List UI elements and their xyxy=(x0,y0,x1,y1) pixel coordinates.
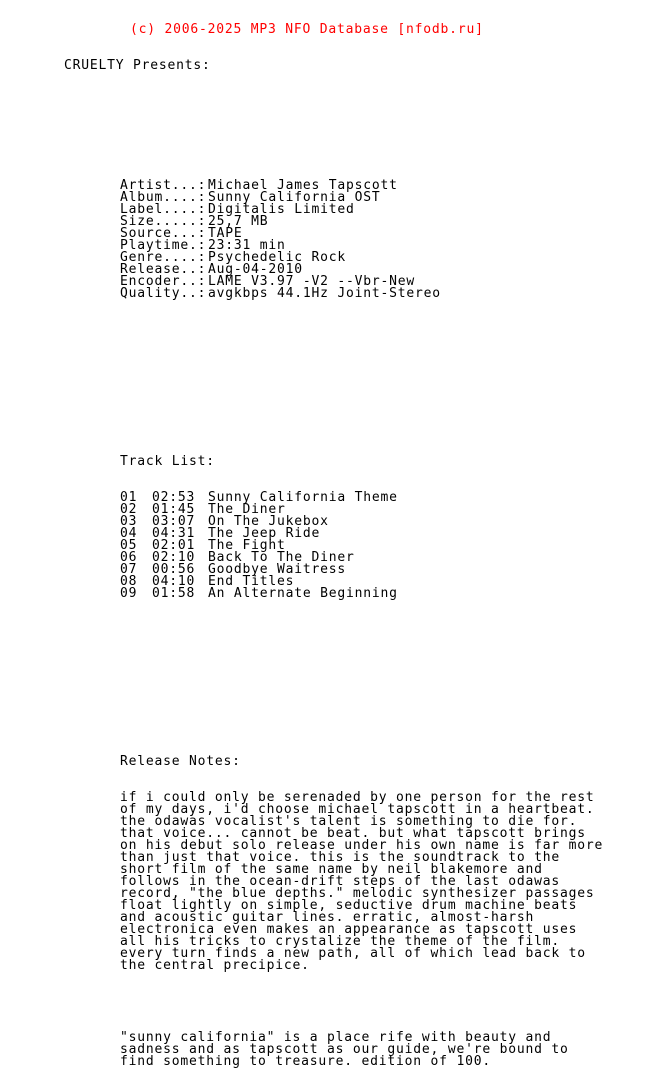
track-number: 08 xyxy=(120,574,138,589)
track-duration: 02:01 xyxy=(152,538,196,553)
presents-line: CRUELTY Presents: xyxy=(64,58,211,73)
info-row xyxy=(0,252,648,264)
info-value: Digitalis Limited xyxy=(208,202,355,217)
track-title: The Diner xyxy=(208,502,286,517)
track-duration: 03:07 xyxy=(152,514,196,529)
notes-line: on his debut solo release under his own name is far more xyxy=(120,838,604,853)
info-key: Genre....: xyxy=(120,250,207,265)
track-title: On The Jukebox xyxy=(208,514,329,529)
notes-line: find something to treasure. edition of 100. xyxy=(120,1054,491,1069)
notes-line: record, "the blue depths." melodic synthesizer passages xyxy=(120,886,595,901)
release-notes-paragraph-2 xyxy=(0,1032,648,1068)
info-value: 25,7 MB xyxy=(208,214,269,229)
notes-line: of my days, i'd choose michael tapscott in a heartbeat. xyxy=(120,802,595,817)
notes-line: short film of the same name by neil blakemore and xyxy=(120,862,543,877)
track-title: The Fight xyxy=(208,538,286,553)
info-key: Album....: xyxy=(120,190,207,205)
notes-line: electronica even makes an appearance as tapscott uses xyxy=(120,922,578,937)
notes-line: sadness and as tapscott as our guide, we're bound to xyxy=(120,1042,569,1057)
tracklist-heading: Track List: xyxy=(120,454,215,469)
track-duration: 01:58 xyxy=(152,586,196,601)
track-duration: 01:45 xyxy=(152,502,196,517)
info-key: Artist...: xyxy=(120,178,207,193)
info-row xyxy=(0,216,648,228)
info-key: Size.....: xyxy=(120,214,207,229)
track-number: 04 xyxy=(120,526,138,541)
track-number: 07 xyxy=(120,562,138,577)
track-title: End Titles xyxy=(208,574,295,589)
info-value: TAPE xyxy=(208,226,243,241)
notes-line: "sunny california" is a place rife with beauty and xyxy=(120,1030,552,1045)
info-block xyxy=(0,180,648,300)
track-row xyxy=(0,516,648,528)
notes-line: float lightly on simple, seductive drum machine beats xyxy=(120,898,578,913)
release-notes-heading: Release Notes: xyxy=(120,754,241,769)
track-number: 03 xyxy=(120,514,138,529)
notes-line: than just that voice. this is the soundtrack to the xyxy=(120,850,560,865)
notes-line: follows in the ocean-drift steps of the last odawas xyxy=(120,874,560,889)
track-duration: 02:10 xyxy=(152,550,196,565)
copyright-header: (c) 2006-2025 MP3 NFO Database [nfodb.ru] xyxy=(130,22,484,37)
track-number: 02 xyxy=(120,502,138,517)
notes-line: the central precipice. xyxy=(120,958,310,973)
track-title: Goodbye Waitress xyxy=(208,562,347,577)
info-value: Michael James Tapscott xyxy=(208,178,398,193)
track-number: 06 xyxy=(120,550,138,565)
info-value: LAME V3.97 -V2 --Vbr-New xyxy=(208,274,416,289)
track-number: 05 xyxy=(120,538,138,553)
tracklist xyxy=(0,492,648,600)
track-row xyxy=(0,564,648,576)
info-value: Sunny California OST xyxy=(208,190,381,205)
info-key: Encoder..: xyxy=(120,274,207,289)
info-value: Aug-04-2010 xyxy=(208,262,303,277)
notes-line: every turn finds a new path, all of which lead back to xyxy=(120,946,586,961)
info-row xyxy=(0,288,648,300)
track-duration: 02:53 xyxy=(152,490,196,505)
info-value: Psychedelic Rock xyxy=(208,250,347,265)
track-duration: 04:31 xyxy=(152,526,196,541)
release-notes-paragraph-1 xyxy=(0,792,648,972)
info-value: avgkbps 44.1Hz Joint-Stereo xyxy=(208,286,441,301)
info-key: Release..: xyxy=(120,262,207,277)
info-key: Quality..: xyxy=(120,286,207,301)
notes-line: and acoustic guitar lines. erratic, almost-harsh xyxy=(120,910,535,925)
track-title: Back To The Diner xyxy=(208,550,355,565)
track-title: An Alternate Beginning xyxy=(208,586,398,601)
info-key: Source...: xyxy=(120,226,207,241)
notes-line: the odawas vocalist's talent is something to die for. xyxy=(120,814,578,829)
notes-line: that voice... cannot be beat. but what tapscott brings xyxy=(120,826,586,841)
info-value: 23:31 min xyxy=(208,238,286,253)
info-key: Playtime.: xyxy=(120,238,207,253)
track-number: 01 xyxy=(120,490,138,505)
track-row xyxy=(0,528,648,540)
info-row xyxy=(0,228,648,240)
info-row xyxy=(0,204,648,216)
track-duration: 04:10 xyxy=(152,574,196,589)
info-key: Label....: xyxy=(120,202,207,217)
track-title: Sunny California Theme xyxy=(208,490,398,505)
notes-line: all his tricks to crystalize the theme of the film. xyxy=(120,934,560,949)
notes-line: if i could only be serenaded by one person for the rest xyxy=(120,790,595,805)
track-duration: 00:56 xyxy=(152,562,196,577)
track-row xyxy=(0,492,648,504)
track-number: 09 xyxy=(120,586,138,601)
track-title: The Jeep Ride xyxy=(208,526,321,541)
track-row xyxy=(0,588,648,600)
